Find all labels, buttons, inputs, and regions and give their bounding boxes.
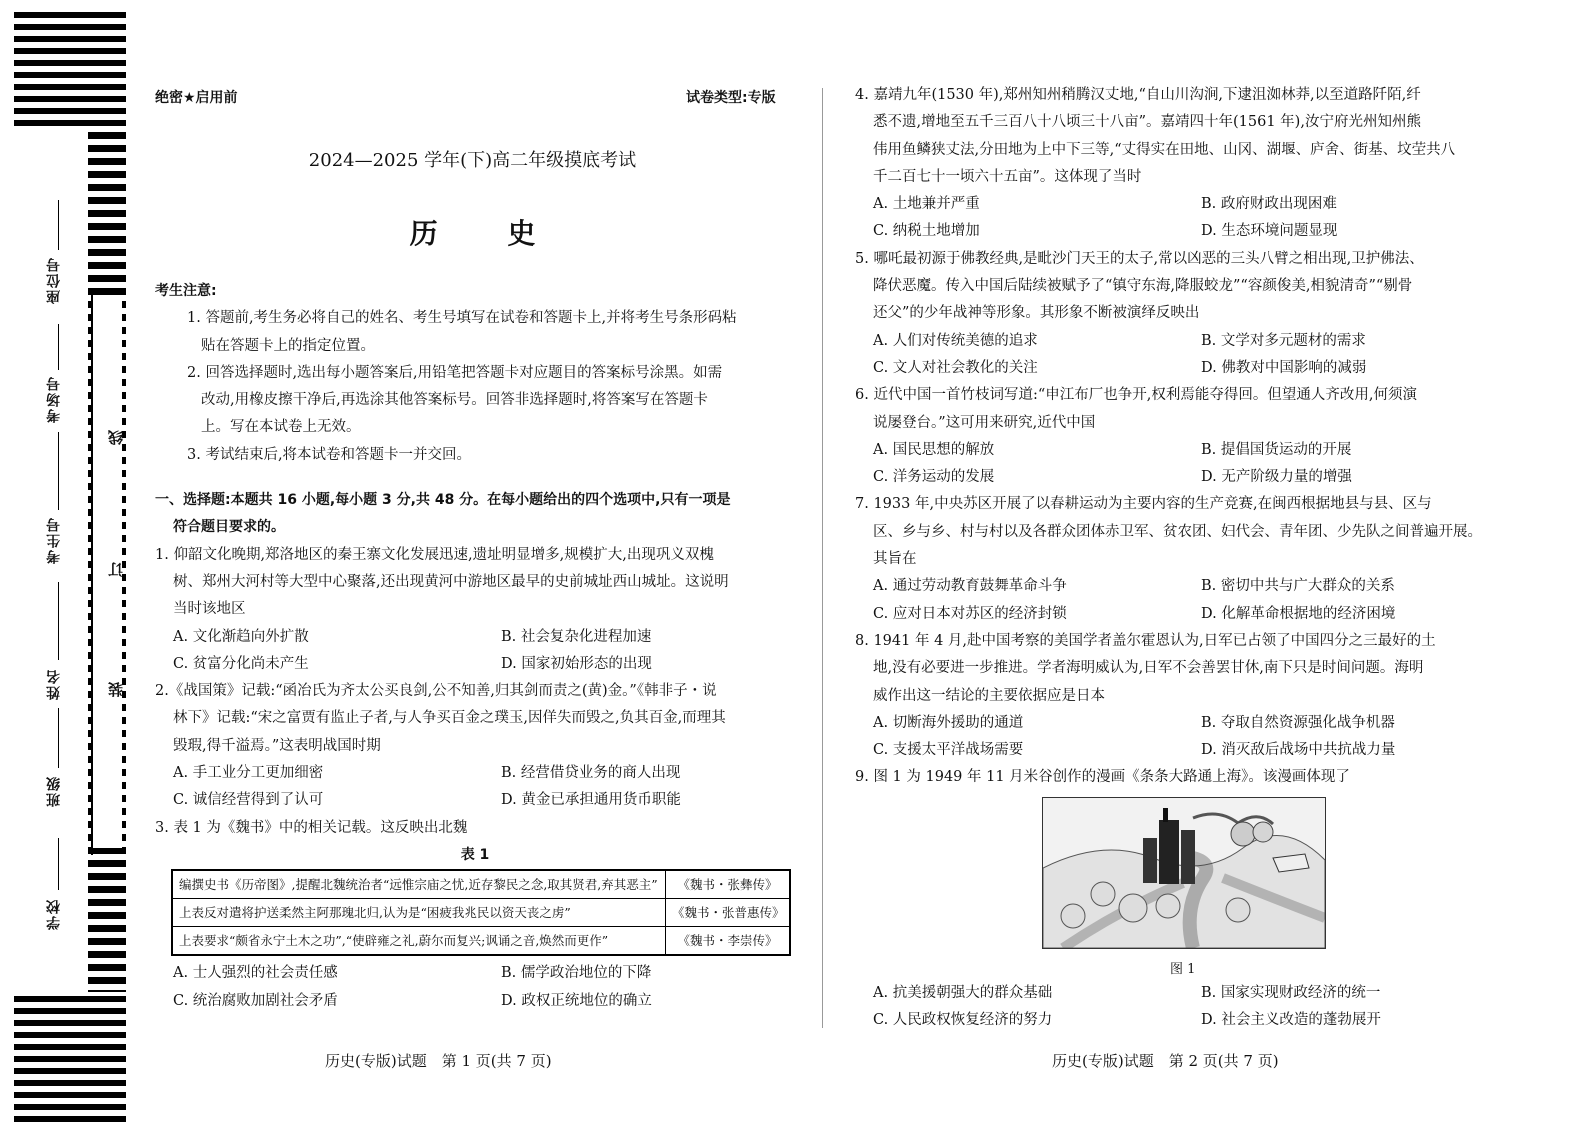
cut-mark-line: 线	[107, 428, 125, 445]
q2-options	[155, 760, 795, 815]
notice-item: 上。写在本试卷上无效。	[201, 419, 361, 436]
option-b[interactable]: B. 经营借贷业务的商人出现	[501, 765, 681, 782]
records-table	[171, 869, 791, 956]
option-d[interactable]: D. 化解革命根据地的经济困境	[1201, 605, 1396, 622]
blank-exam-room	[58, 324, 59, 370]
binding-bars-bottom	[14, 996, 126, 1128]
q5-stem: 还父”的少年战神等形象。其形象不断被演绎反映出	[873, 305, 1200, 322]
option-a[interactable]: A. 土地兼并严重	[873, 196, 980, 213]
q4-options	[855, 191, 1500, 246]
q4-stem: 伟用鱼鳞狭丈法,分田地为上中下三等,“丈得实在田地、山冈、湖堰、庐舍、街基、坟茔共八	[873, 141, 1456, 158]
option-d[interactable]: D. 黄金已承担通用货币职能	[501, 792, 681, 809]
q9-options	[855, 980, 1500, 1035]
table-cell-source: 《魏书・李崇传》	[666, 927, 791, 956]
cut-mark-staple: 装	[107, 680, 125, 697]
figure-caption: 图 1	[1170, 962, 1196, 977]
blank-school	[58, 838, 59, 890]
blank-class	[58, 708, 59, 768]
q7-stem: 其旨在	[873, 551, 917, 568]
option-b[interactable]: B. 政府财政出现困难	[1201, 196, 1337, 213]
label-name: 姓名	[46, 668, 62, 700]
blank-name	[58, 582, 59, 660]
option-a[interactable]: A. 手工业分工更加细密	[173, 765, 324, 782]
option-c[interactable]: C. 应对日本对苏区的经济封锁	[873, 605, 1067, 622]
option-b[interactable]: B. 社会复杂化进程加速	[501, 628, 652, 645]
option-b[interactable]: B. 文学对多元题材的需求	[1201, 332, 1366, 349]
table-cell-text: 编撰史书《历帝图》,提醒北魏统治者“远惟宗庙之忧,近存黎民之念,取其贤君,弃其恶主”	[172, 870, 666, 899]
q8-stem: 8. 1941 年 4 月,赴中国考察的美国学者盖尔霍恩认为,日军已占领了中国四分之三最好的土	[855, 632, 1436, 649]
label-candidate-no: 考生号	[46, 516, 62, 564]
option-c[interactable]: C. 诚信经营得到了认可	[173, 792, 324, 809]
blank-candidate-no	[58, 432, 59, 510]
q5-options	[855, 328, 1500, 383]
q3-options	[155, 960, 795, 1015]
q6-stem: 6. 近代中国一首竹枝词写道:“申江布厂也争开,权利焉能夺得回。但望通人齐改用,何须演	[855, 387, 1417, 404]
option-c[interactable]: C. 洋务运动的发展	[873, 469, 995, 486]
cut-mark-bind: 订	[107, 560, 125, 577]
label-seat-no: 座位号	[46, 256, 62, 304]
label-school: 学校	[46, 898, 62, 930]
option-b[interactable]: B. 密切中共与广大群众的关系	[1201, 578, 1395, 595]
q4-stem: 悉不遗,增地至五千三百八十八顷三十八亩”。嘉靖四十年(1561 年),汝宁府光州知州熊	[873, 114, 1421, 131]
option-c[interactable]: C. 人民政权恢复经济的努力	[873, 1012, 1053, 1029]
table-row	[172, 870, 790, 899]
option-a[interactable]: A. 抗美援朝强大的群众基础	[873, 985, 1053, 1001]
q2-stem: 毁瑕,得千溢焉。”这表明战国时期	[173, 737, 381, 754]
option-a[interactable]: A. 国民思想的解放	[873, 441, 995, 458]
q5-stem: 5. 哪吒最初源于佛教经典,是毗沙门天王的太子,常以凶恶的三头八臂之相出现,卫护佛法、	[855, 250, 1424, 267]
option-c[interactable]: C. 贫富分化尚未产生	[173, 655, 309, 672]
table-row	[172, 899, 790, 927]
option-a[interactable]: A. 文化渐趋向外扩散	[173, 628, 309, 645]
option-a[interactable]: A. 通过劳动教育鼓舞革命斗争	[873, 578, 1067, 595]
q5-stem: 降伏恶魔。传入中国后陆续被赋予了“镇守东海,降服蛟龙”“容颜俊美,相貌清奇”“剔骨	[873, 278, 1413, 295]
option-d[interactable]: D. 生态环境问题显现	[1201, 223, 1338, 240]
right-column	[855, 82, 1500, 792]
notice-item: 3. 考试结束后,将本试卷和答题卡一并交回。	[187, 446, 472, 463]
option-d[interactable]: D. 无产阶级力量的增强	[1201, 469, 1352, 486]
blank-seat-no	[58, 200, 59, 250]
q1-stem: 树、郑州大河村等大型中心聚落,还出现黄河中游地区最早的史前城址西山城址。这说明	[173, 573, 729, 590]
q6-options	[855, 437, 1500, 492]
q7-stem: 7. 1933 年,中央苏区开展了以春耕运动为主要内容的生产竞赛,在闽西根据地县与县、区与	[855, 496, 1432, 513]
cartoon-figure	[1042, 797, 1326, 949]
option-c[interactable]: C. 文人对社会教化的关注	[873, 359, 1038, 376]
q8-stem: 地,没有必要进一步推进。学者海明威认为,日军不会善罢甘休,南下只是时间问题。海明	[873, 660, 1424, 677]
option-c[interactable]: C. 支援太平洋战场需要	[873, 742, 1024, 759]
option-b[interactable]: B. 提倡国货运动的开展	[1201, 441, 1352, 458]
label-class: 班级	[46, 775, 62, 807]
option-b[interactable]: B. 儒学政治地位的下降	[501, 965, 652, 982]
table-row	[172, 927, 790, 956]
q6-stem: 说屡登台。”这可用来研究,近代中国	[873, 414, 1096, 431]
q2-stem: 2.《战国策》记载:“函冶氏为齐太公买良剑,公不知善,归其剑而责之(黄)金。”《韩非子・说	[155, 683, 717, 700]
page-divider	[822, 88, 823, 1028]
option-a[interactable]: A. 士人强烈的社会责任感	[173, 965, 338, 982]
left-column	[155, 278, 795, 1015]
section-heading: 一、选择题:本题共 16 小题,每小题 3 分,共 48 分。在每小题给出的四个选项中,只有一项是	[155, 492, 731, 509]
subject-title: 历 史	[409, 217, 566, 250]
option-d[interactable]: D. 国家初始形态的出现	[501, 655, 652, 672]
footer-page-2: 历史(专版)试题 第 2 页(共 7 页)	[1052, 1052, 1279, 1070]
q8-options	[855, 710, 1500, 765]
table-caption: 表 1	[460, 846, 490, 863]
q1-options	[155, 624, 795, 679]
notice-item: 改动,用橡皮擦干净后,再选涂其他答案标号。回答非选择题时,将答案写在答题卡	[201, 392, 708, 409]
table-cell-source: 《魏书・张普惠传》	[666, 899, 791, 927]
q8-stem: 威作出这一结论的主要依据应是日本	[873, 687, 1105, 704]
q7-options	[855, 573, 1500, 628]
option-d[interactable]: D. 消灭敌后战场中共抗战力量	[1201, 742, 1396, 759]
q4-stem: 千二百七十一顷六十五亩”。这体现了当时	[873, 168, 1142, 185]
binding-vline	[91, 295, 93, 855]
label-exam-room: 考场号	[46, 375, 62, 423]
option-c[interactable]: C. 统治腐败加剧社会矛盾	[173, 992, 338, 1009]
q7-stem: 区、乡与乡、村与村以及各群众团体赤卫军、贫农团、妇代会、青年团、少先队之间普遍开展。	[873, 523, 1482, 540]
q2-stem: 林下》记载:“宋之富贾有监止子者,与人争买百金之璞玉,因佯失而毁之,负其百金,而理其	[173, 710, 726, 727]
binding-bars-top	[14, 12, 126, 132]
header-paper-type: 试卷类型:专版	[686, 90, 776, 106]
option-b[interactable]: B. 国家实现财政经济的统一	[1201, 985, 1381, 1001]
option-b[interactable]: B. 夺取自然资源强化战争机器	[1201, 714, 1395, 731]
option-d[interactable]: D. 政权正统地位的确立	[501, 992, 652, 1009]
option-c[interactable]: C. 纳税土地增加	[873, 223, 980, 240]
option-a[interactable]: A. 切断海外援助的通道	[873, 714, 1024, 731]
option-a[interactable]: A. 人们对传统美德的追求	[873, 332, 1038, 349]
q1-stem: 当时该地区	[173, 601, 246, 618]
table-cell-text: 上表要求“颇省永宁土木之功”,“使辟雍之礼,蔚尔而复兴;讽诵之音,焕然而更作”	[172, 927, 666, 956]
q9-stem: 9. 图 1 为 1949 年 11 月米谷创作的漫画《条条大路通上海》。该漫画体现了	[855, 769, 1350, 786]
notice-item: 2. 回答选择题时,选出每小题答案后,用铅笔把答题卡对应题目的答案标号涂黑。如需	[187, 364, 723, 381]
notice-item: 贴在答题卡上的指定位置。	[201, 337, 375, 354]
header-secret: 绝密★启用前	[155, 90, 238, 106]
option-d[interactable]: D. 佛教对中国影响的减弱	[1201, 359, 1367, 376]
option-d[interactable]: D. 社会主义改造的蓬勃展开	[1201, 1012, 1381, 1029]
exam-title: 2024—2025 学年(下)高二年级摸底考试	[308, 150, 637, 171]
q1-stem: 1. 仰韶文化晚期,郑洛地区的秦王寨文化发展迅速,遗址明显增多,规模扩大,出现巩义双槐	[155, 546, 714, 563]
q3-stem: 3. 表 1 为《魏书》中的相关记载。这反映出北魏	[155, 819, 468, 836]
table-cell-source: 《魏书・张彝传》	[666, 870, 791, 899]
footer-page-1: 历史(专版)试题 第 1 页(共 7 页)	[325, 1052, 552, 1070]
section-heading-cont: 符合题目要求的。	[173, 519, 285, 536]
table-cell-text: 上表反对遣将护送柔然主阿那瑰北归,认为是“困疲我兆民以资天丧之虏”	[172, 899, 666, 927]
q4-stem: 4. 嘉靖九年(1530 年),郑州知州稍腾汉丈地,“自山川沟涧,下逮沮洳林莽,以至道路阡陌,纤	[855, 87, 1421, 103]
q9-options-block	[855, 980, 1500, 1035]
cartoon-illustration-icon	[1043, 798, 1325, 948]
notice-heading: 考生注意:	[155, 283, 217, 299]
notice-item: 1. 答题前,考生务必将自己的姓名、考生号填写在试卷和答题卡上,并将考生号条形码粘	[187, 310, 737, 327]
